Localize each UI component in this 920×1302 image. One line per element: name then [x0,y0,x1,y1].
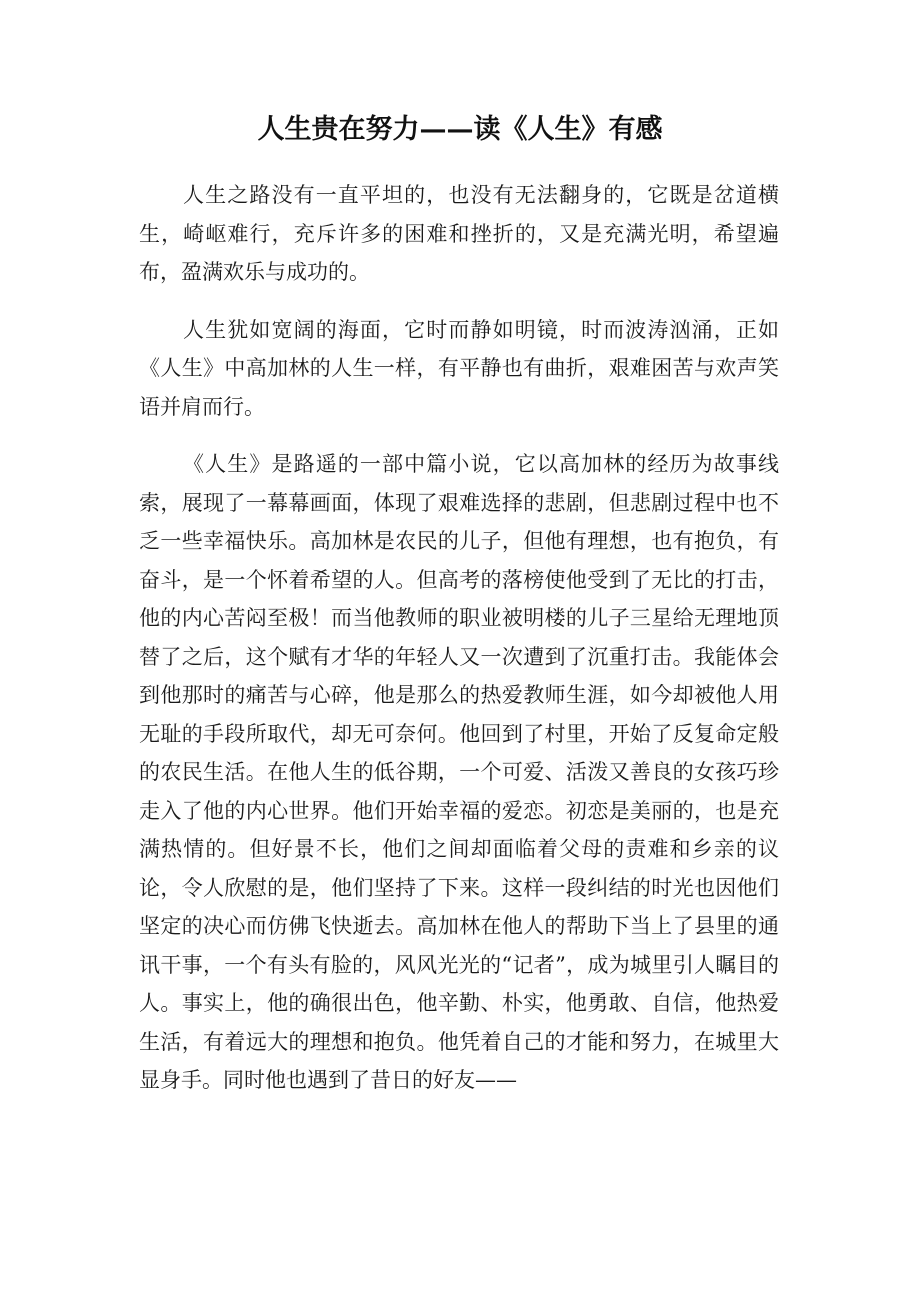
document-body [139,176,779,1119]
paragraph-3: 《人生》是路遥的一部中篇小说，它以高加林的经历为故事线索，展现了一幕幕画面，体现了艰难选择的悲剧，但悲剧过程中也不乏一些幸福快乐。高加林是农民的儿子，但他有理想，也有抱负，有奋斗，是一个怀着希望的人。但高考的落榜使他受到了无比的打击，他的内心苦闷至极！而当他教师的职业被明楼的儿子三星给无理地顶替了之后，这个赋有才华的年轻人又一次遭到了沉重打击。我能体会到他那时的痛苦与心碎，他是那么的热爱教师生涯，如今却被他人用无耻的手段所取代，却无可奈何。他回到了村里，开始了反复命定般的农民生活。在他人生的低谷期，一个可爱、活泼又善良的女孩巧珍走入了他的内心世界。他们开始幸福的爱恋。初恋是美丽的，也是充满热情的。但好景不长，他们之间却面临着父母的责难和乡亲的议论，令人欣慰的是，他们坚持了下来。这样一段纠结的时光也因他们坚定的决心而仿佛飞快逝去。高加林在他人的帮助下当上了县里的通讯干事，一个有头有脸的，风风光光的“记者”，成为城里引人瞩目的人。事实上，他的确很出色，他辛勤、朴实，他勇敢、自信，他热爱生活，有着远大的理想和抱负。他凭着自己的才能和努力，在城里大显身手。同时他也遇到了昔日的好友—— [139,452,779,1092]
paragraph-1: 人生之路没有一直平坦的，也没有无法翻身的，它既是岔道横生，崎岖难行，充斥许多的困难和挫折的，又是充满光明，希望遍布，盈满欢乐与成功的。 [139,183,779,284]
document-title: 人生贵在努力——读《人生》有感 [257,114,663,145]
paragraph-2: 人生犹如宽阔的海面，它时而静如明镜，时而波涛汹涌，正如《人生》中高加林的人生一样，有平静也有曲折，艰难困苦与欢声笑语并肩而行。 [139,317,779,419]
